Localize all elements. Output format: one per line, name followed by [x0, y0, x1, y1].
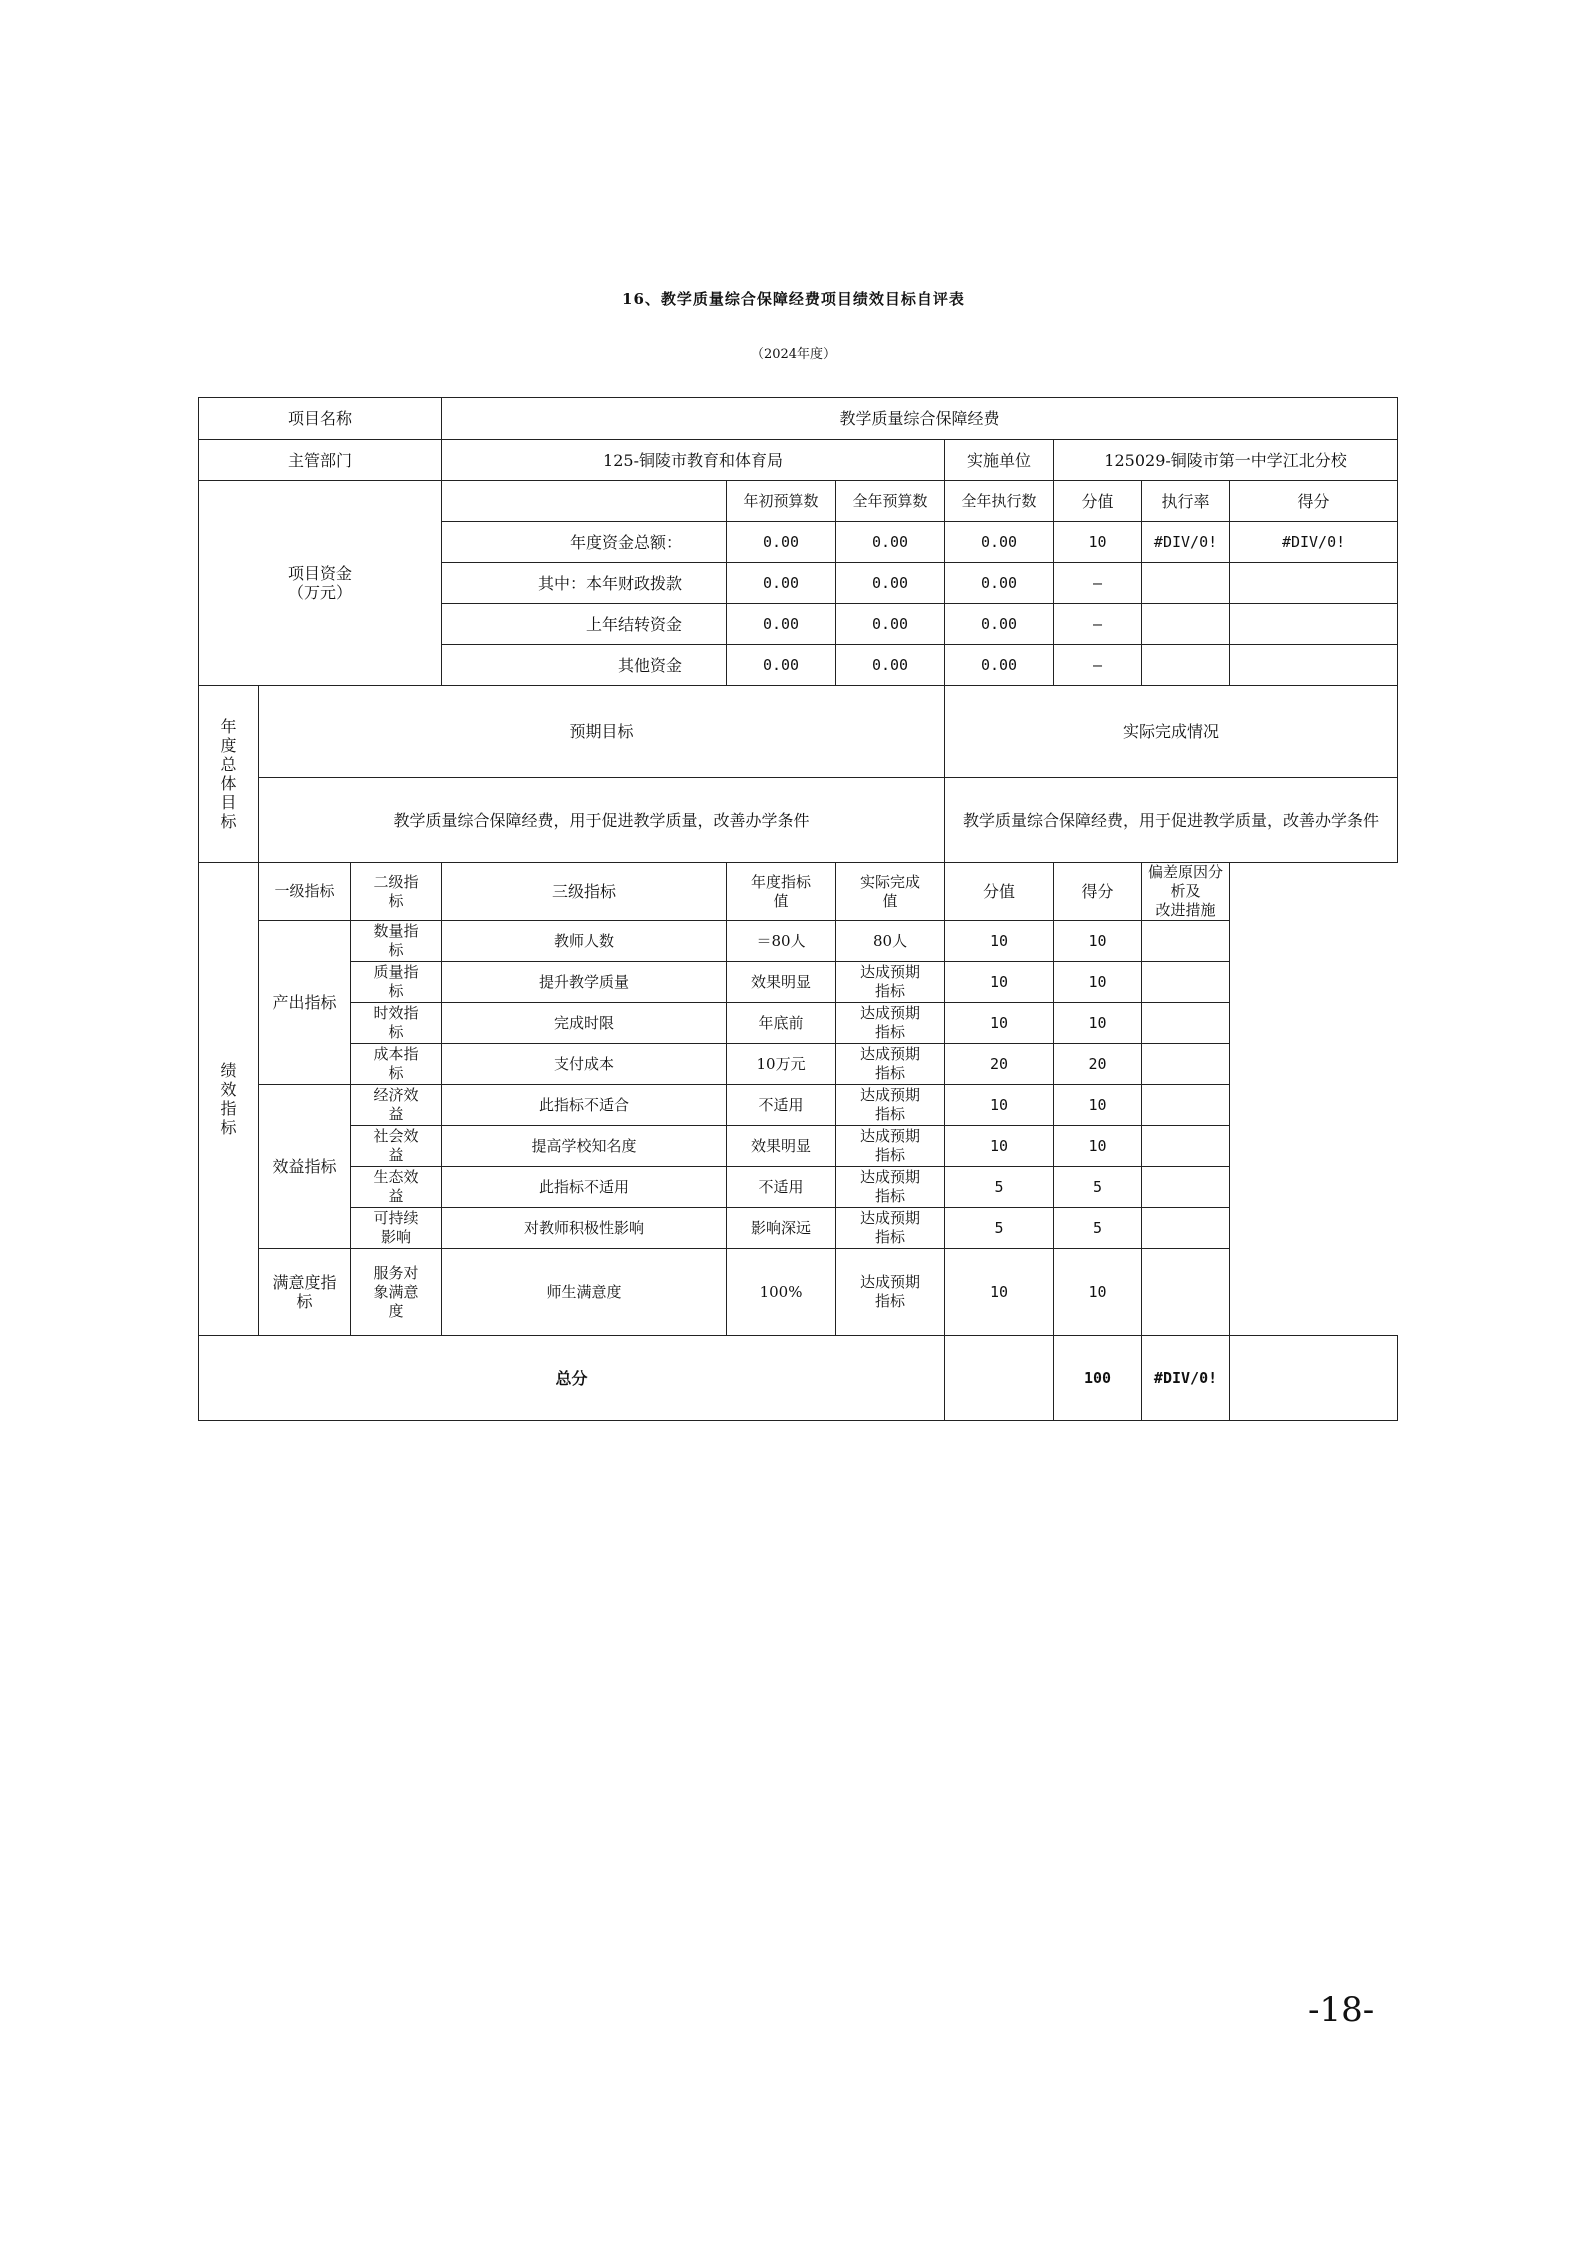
indicator-target: 效果明显: [727, 962, 836, 1003]
indicator-level1: 效益指标: [259, 1085, 351, 1249]
indicator-row: [199, 1003, 1398, 1044]
indicator-target: 年底前: [727, 1003, 836, 1044]
funds-cell: 0.00: [836, 522, 945, 563]
indicator-target: ＝80人: [727, 921, 836, 962]
indicator-level1: 满意度指 标: [259, 1249, 351, 1336]
indicator-got: 5: [1054, 1167, 1142, 1208]
value-expected-goal: 教学质量综合保障经费，用于促进教学质量，改善办学条件: [259, 778, 945, 863]
indicator-row: [199, 1044, 1398, 1085]
total-got: #DIV/0!: [1142, 1336, 1230, 1421]
indicator-level3: 此指标不适用: [442, 1167, 727, 1208]
funds-row-label: 年度资金总额：: [442, 522, 727, 563]
total-reason: [1230, 1336, 1398, 1421]
indicator-actual: 达成预期 指标: [836, 1126, 945, 1167]
indicator-level3: 此指标不适合: [442, 1085, 727, 1126]
indicator-reason: [1142, 1126, 1230, 1167]
indicator-score: 10: [945, 1249, 1054, 1336]
indicator-level2: 社会效 益: [351, 1126, 442, 1167]
funds-cell: 0.00: [945, 522, 1054, 563]
funds-cell: —: [1054, 563, 1142, 604]
funds-cell: 0.00: [727, 604, 836, 645]
label-expected-goal: 预期目标: [259, 686, 945, 778]
indicator-level1: 产出指标: [259, 921, 351, 1085]
funds-cell: 0.00: [945, 645, 1054, 686]
indicator-score: 10: [945, 1085, 1054, 1126]
funds-cell: [1230, 563, 1398, 604]
indicator-target: 100%: [727, 1249, 836, 1336]
header-reason: 偏差原因分析及 改进措施: [1142, 863, 1230, 921]
document-title: 16、教学质量综合保障经费项目绩效目标自评表: [622, 290, 965, 308]
indicator-score: 10: [945, 1126, 1054, 1167]
indicator-got: 20: [1054, 1044, 1142, 1085]
indicator-actual: 80人: [836, 921, 945, 962]
indicator-got: 10: [1054, 921, 1142, 962]
header-actual: 实际完成 值: [836, 863, 945, 921]
value-department: 125-铜陵市教育和体育局: [442, 440, 945, 481]
indicator-actual: 达成预期 指标: [836, 1003, 945, 1044]
label-unit: 实施单位: [945, 440, 1054, 481]
row-goals-content: [199, 778, 1398, 863]
header-level2: 二级指 标: [351, 863, 442, 921]
indicator-level3: 教师人数: [442, 921, 727, 962]
funds-header-2: 全年预算数: [836, 481, 945, 522]
indicator-level2: 服务对 象满意 度: [351, 1249, 442, 1336]
indicator-row: [199, 1085, 1398, 1126]
indicator-level2: 时效指 标: [351, 1003, 442, 1044]
indicator-row: [199, 1126, 1398, 1167]
indicator-score: 5: [945, 1167, 1054, 1208]
indicator-actual: 达成预期 指标: [836, 1044, 945, 1085]
funds-row-label: 其他资金: [442, 645, 727, 686]
total-score: 100: [1054, 1336, 1142, 1421]
header-got: 得分: [1054, 863, 1142, 921]
funds-header-6: 得分: [1230, 481, 1398, 522]
indicator-reason: [1142, 1044, 1230, 1085]
indicator-got: 10: [1054, 1126, 1142, 1167]
indicator-row: [199, 1208, 1398, 1249]
funds-cell: —: [1054, 604, 1142, 645]
total-blank: [945, 1336, 1054, 1421]
funds-row-label: 上年结转资金: [442, 604, 727, 645]
indicator-got: 10: [1054, 1003, 1142, 1044]
indicator-target: 不适用: [727, 1085, 836, 1126]
indicator-got: 5: [1054, 1208, 1142, 1249]
funds-cell: 0.00: [836, 604, 945, 645]
indicator-reason: [1142, 1208, 1230, 1249]
indicator-actual: 达成预期 指标: [836, 1208, 945, 1249]
funds-header-blank: [442, 481, 727, 522]
funds-cell: [1230, 645, 1398, 686]
indicator-actual: 达成预期 指标: [836, 1167, 945, 1208]
row-funds-header: [199, 481, 1398, 522]
indicator-level2: 数量指 标: [351, 921, 442, 962]
indicator-level3: 师生满意度: [442, 1249, 727, 1336]
indicator-target: 10万元: [727, 1044, 836, 1085]
value-actual-result: 教学质量综合保障经费，用于促进教学质量，改善办学条件: [945, 778, 1398, 863]
funds-row-label: 其中：本年财政拨款: [442, 563, 727, 604]
funds-cell: 0.00: [727, 563, 836, 604]
indicator-level3: 完成时限: [442, 1003, 727, 1044]
label-performance-indicators: 绩 效 指 标: [199, 863, 259, 1336]
row-indicators-header: [199, 863, 1398, 921]
indicator-level2: 质量指 标: [351, 962, 442, 1003]
indicator-got: 10: [1054, 1249, 1142, 1336]
page-number: -18-: [1308, 1990, 1375, 2030]
indicator-score: 5: [945, 1208, 1054, 1249]
indicator-reason: [1142, 962, 1230, 1003]
indicator-level3: 提升教学质量: [442, 962, 727, 1003]
indicator-row: [199, 921, 1398, 962]
indicator-level2: 成本指 标: [351, 1044, 442, 1085]
header-level3: 三级指标: [442, 863, 727, 921]
funds-cell: 0.00: [945, 604, 1054, 645]
funds-cell: 0.00: [836, 645, 945, 686]
indicator-target: 不适用: [727, 1167, 836, 1208]
indicator-got: 10: [1054, 962, 1142, 1003]
funds-header-1: 年初预算数: [727, 481, 836, 522]
indicator-level3: 对教师积极性影响: [442, 1208, 727, 1249]
indicator-row: [199, 962, 1398, 1003]
indicator-actual: 达成预期 指标: [836, 1085, 945, 1126]
indicator-level3: 提高学校知名度: [442, 1126, 727, 1167]
indicator-reason: [1142, 1167, 1230, 1208]
label-project-name: 项目名称: [199, 398, 442, 440]
funds-header-5: 执行率: [1142, 481, 1230, 522]
indicator-level2: 可持续 影响: [351, 1208, 442, 1249]
indicator-level3: 支付成本: [442, 1044, 727, 1085]
indicator-row: [199, 1167, 1398, 1208]
value-unit: 125029-铜陵市第一中学江北分校: [1054, 440, 1398, 481]
performance-table: [198, 397, 1398, 1421]
header-level1: 一级指标: [259, 863, 351, 921]
value-project-name: 教学质量综合保障经费: [442, 398, 1398, 440]
indicator-reason: [1142, 921, 1230, 962]
indicator-reason: [1142, 1085, 1230, 1126]
label-funds: 项目资金 （万元）: [199, 481, 442, 686]
indicator-got: 10: [1054, 1085, 1142, 1126]
indicator-score: 10: [945, 1003, 1054, 1044]
row-project-name: [199, 398, 1398, 440]
funds-cell: #DIV/0!: [1142, 522, 1230, 563]
funds-cell: #DIV/0!: [1230, 522, 1398, 563]
indicator-score: 10: [945, 921, 1054, 962]
indicator-actual: 达成预期 指标: [836, 1249, 945, 1336]
funds-cell: [1230, 604, 1398, 645]
funds-cell: 0.00: [945, 563, 1054, 604]
funds-cell: [1142, 604, 1230, 645]
funds-cell: [1142, 645, 1230, 686]
indicator-target: 影响深远: [727, 1208, 836, 1249]
row-total: [199, 1336, 1398, 1421]
indicator-level2: 经济效 益: [351, 1085, 442, 1126]
document-year: （2024年度）: [750, 347, 837, 362]
label-actual-result: 实际完成情况: [945, 686, 1398, 778]
row-goals-header: [199, 686, 1398, 778]
indicator-reason: [1142, 1249, 1230, 1336]
indicator-row: [199, 1249, 1398, 1336]
indicator-target: 效果明显: [727, 1126, 836, 1167]
label-total: 总分: [199, 1336, 945, 1421]
indicator-score: 10: [945, 962, 1054, 1003]
label-department: 主管部门: [199, 440, 442, 481]
row-department: [199, 440, 1398, 481]
funds-cell: [1142, 563, 1230, 604]
label-annual-goals: 年 度 总 体 目 标: [199, 686, 259, 863]
indicator-reason: [1142, 1003, 1230, 1044]
funds-cell: 0.00: [727, 522, 836, 563]
header-target: 年度指标 值: [727, 863, 836, 921]
funds-header-4: 分值: [1054, 481, 1142, 522]
indicator-level2: 生态效 益: [351, 1167, 442, 1208]
funds-cell: —: [1054, 645, 1142, 686]
funds-cell: 0.00: [727, 645, 836, 686]
header-score: 分值: [945, 863, 1054, 921]
funds-cell: 10: [1054, 522, 1142, 563]
indicator-actual: 达成预期 指标: [836, 962, 945, 1003]
indicator-score: 20: [945, 1044, 1054, 1085]
funds-cell: 0.00: [836, 563, 945, 604]
funds-header-3: 全年执行数: [945, 481, 1054, 522]
